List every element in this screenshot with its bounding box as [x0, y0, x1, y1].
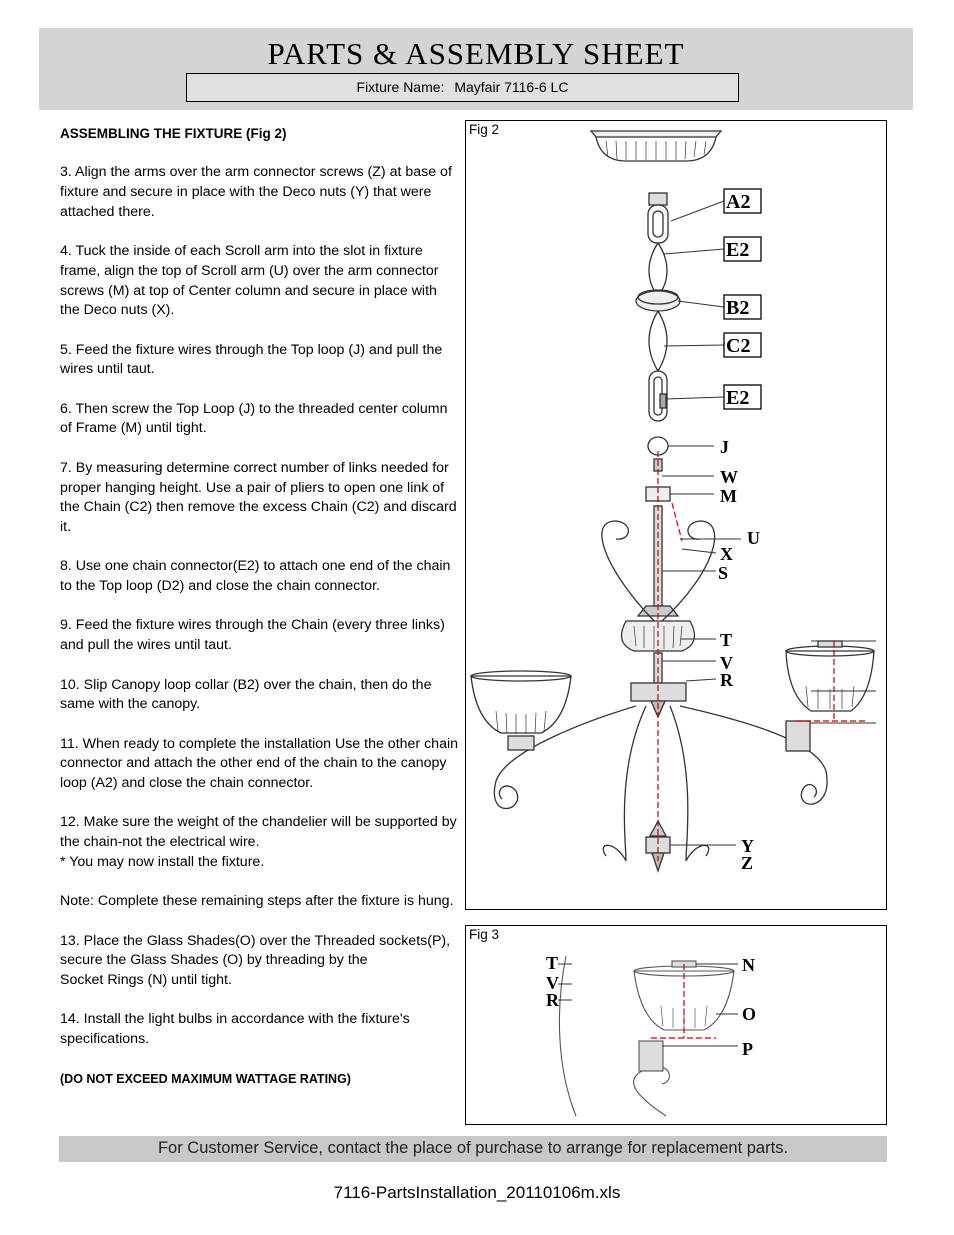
part-label-m: M [720, 486, 737, 506]
fig2-drawing [466, 121, 888, 911]
fig3-arm-curve [559, 956, 576, 1116]
instruction-step: 4. Tuck the inside of each Scroll arm into the slot in fixture frame, align the top of Scroll arm (U) over the arm connector screws (M) at top of Center column and secure in place with the Deco nuts (X). [60, 243, 439, 319]
chain-illustration [636, 193, 680, 421]
fig3-part-label-v: V [546, 973, 559, 993]
instruction-step: 3. Align the arms over the arm connector screws (Z) at base of fixture and secure in place with the Deco nuts (Y) that were attached there. [60, 164, 452, 220]
boxed-label-c2: C2 [726, 335, 751, 357]
fig3-left-labels [546, 953, 560, 1010]
instruction-step: 8. Use one chain connector(E2) to attach one end of the chain to the Top loop (D2) and close the chain connector. [60, 558, 451, 595]
part-label-r: R [720, 670, 733, 690]
boxed-label-b2: B2 [726, 297, 750, 319]
wattage-warning: (DO NOT EXCEED MAXIMUM WATTAGE RATING) [60, 1071, 351, 1086]
fig3-part-label-o: O [742, 1004, 757, 1024]
instructions [60, 122, 460, 1089]
header-band [39, 28, 913, 110]
instruction-step: 13. Place the Glass Shades(O) over the Threaded sockets(P), secure the Glass Shades (O) by threading by the Socket Rings (N) until tight. [60, 932, 451, 989]
part-label-t: T [720, 630, 733, 650]
figure-2 [465, 120, 887, 910]
file-name: 7116-PartsInstallation_20110106m.xls [333, 1183, 621, 1202]
fixture-label: Fixture Name: [356, 79, 445, 95]
fig3-scroll [634, 1066, 670, 1116]
customer-service-band: For Customer Service, contact the place of purchase to arrange for replacement parts. [59, 1136, 887, 1162]
instruction-step: 7. By measuring determine correct number of links needed for proper hanging height. Use a pair of pliers to open one link of the Chain (C2) then remove the excess Chain (C2) and discard it. [60, 459, 457, 535]
instruction-step: 6. Then screw the Top Loop (J) to the threaded center column of Frame (M) until tight. [60, 400, 448, 437]
fixture-name: Mayfair 7116-6 LC [454, 79, 569, 95]
figure-3 [465, 925, 887, 1125]
page-title: PARTS & ASSEMBLY SHEET [267, 36, 685, 71]
fig3-part-label-r: R [546, 990, 559, 1010]
bottom-finial-illustration [646, 821, 670, 871]
part-label-u: U [747, 528, 760, 548]
fig3-right-labels [742, 955, 756, 1059]
instruction-step: 14. Install the light bulbs in accordance with the fixture's specifications. [60, 1011, 410, 1048]
boxed-label-a2: A2 [726, 191, 751, 213]
instruction-step: 11. When ready to complete the installation Use the other chain connector and attach the other end of the chain to the canopy loop (A2) and close the chain connector. [60, 735, 459, 792]
fig3-part-label-n: N [742, 955, 755, 975]
boxed-label-e2: E2 [726, 387, 750, 409]
left-shade-illustration [471, 671, 571, 750]
part-label-j: J [720, 437, 729, 457]
fig3-label: Fig 3 [469, 927, 500, 942]
part-label-w: W [720, 467, 738, 487]
right-shade-illustration [786, 641, 874, 751]
canopy-illustration [591, 131, 721, 161]
instruction-step: 10. Slip Canopy loop collar (B2) over the chain, then do the same with the canopy. [60, 676, 432, 713]
part-label-z: Z [741, 853, 754, 873]
boxed-label-e2: E2 [726, 239, 750, 261]
fig2-label: Fig 2 [469, 122, 500, 137]
part-labels [718, 437, 760, 873]
instruction-step: 9. Feed the fixture wires through the Chain (every three links) and pull the wires until taut. [60, 617, 445, 654]
fig3-part-label-t: T [546, 953, 559, 973]
part-label-v: V [720, 653, 733, 673]
fig3-drawing [466, 926, 888, 1126]
part-label-x: X [720, 544, 733, 564]
instruction-steps [60, 163, 460, 1049]
fixture-name-box [186, 73, 739, 102]
fig3-part-label-p: P [742, 1039, 753, 1059]
boxed-labels [724, 189, 761, 409]
instruction-step: 5. Feed the fixture wires through the Top loop (J) and pull the wires until taut. [60, 341, 443, 378]
instruction-step: 12. Make sure the weight of the chandelier will be supported by the chain-not the electrical wire. * You may now install the fixture. [60, 814, 457, 870]
part-label-y: Y [741, 836, 754, 856]
instruction-step: Note: Complete these remaining steps after the fixture is hung. [60, 893, 454, 910]
instructions-heading: ASSEMBLING THE FIXTURE (Fig 2) [60, 126, 287, 141]
part-label-s: S [718, 563, 729, 583]
